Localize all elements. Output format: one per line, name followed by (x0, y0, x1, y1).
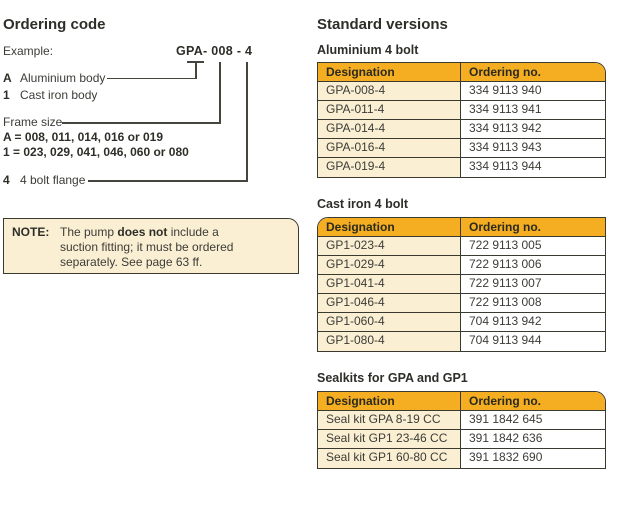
connector-hline-frame-size (62, 122, 221, 124)
table-cast-iron-4-bolt (317, 217, 606, 352)
ordering-no-cell: 334 9113 940 (461, 82, 605, 100)
connector-hline-flange (88, 180, 248, 182)
ordering-no-cell: 334 9113 941 (461, 101, 605, 119)
table-body (318, 82, 605, 177)
table-header-row (318, 63, 605, 82)
example-label: Example: (3, 44, 54, 58)
table-row (318, 313, 605, 332)
note-box (3, 218, 299, 274)
note-text (60, 225, 233, 271)
ordering-no-cell: 704 9113 944 (461, 332, 605, 351)
table-header-row (318, 392, 605, 411)
designation-cell: GPA-019-4 (318, 158, 461, 177)
flange-option-key: 4 (3, 173, 10, 187)
table-row (318, 158, 605, 177)
table-header-row (318, 218, 605, 237)
designation-cell: Seal kit GP1 23-46 CC (318, 430, 461, 448)
ordering-no-cell: 722 9113 006 (461, 256, 605, 274)
connector-hline-aluminium-body (107, 78, 197, 80)
flange-option (3, 173, 85, 187)
table-row (318, 332, 605, 351)
column-header-designation: Designation (318, 63, 461, 81)
column-header-ordering-no: Ordering no. (469, 65, 541, 79)
note-line-1 (60, 225, 233, 240)
example-code: GPA- 008 - 4 (176, 44, 253, 58)
table-row (318, 411, 605, 430)
body-option-key: A (3, 71, 12, 85)
table-aluminium-4-bolt (317, 62, 606, 178)
frame-size-option-1: 1 = 023, 029, 041, 046, 060 or 080 (3, 145, 189, 159)
designation-cell: GPA-016-4 (318, 139, 461, 157)
standard-versions-title: Standard versions (317, 16, 448, 33)
body-option-key: 1 (3, 88, 10, 102)
column-header-designation: Designation (318, 392, 461, 410)
table-subtitle-aluminium: Aluminium 4 bolt (317, 43, 419, 57)
designation-cell: Seal kit GPA 8-19 CC (318, 411, 461, 429)
table-body (318, 237, 605, 351)
frame-size-label: Frame size (3, 115, 63, 129)
note-label: NOTE: (12, 225, 50, 239)
table-row (318, 449, 605, 468)
designation-cell: GPA-011-4 (318, 101, 461, 119)
table-row (318, 256, 605, 275)
flange-option-label: 4 bolt flange (20, 173, 86, 187)
ordering-no-cell: 722 9113 007 (461, 275, 605, 293)
note-line-3: separately. See page 63 ff. (60, 255, 203, 270)
ordering-no-cell: 704 9113 942 (461, 313, 605, 331)
body-option-label: Cast iron body (20, 88, 98, 102)
designation-cell: GP1-041-4 (318, 275, 461, 293)
designation-cell: GP1-080-4 (318, 332, 461, 351)
connector-vline-frame-size (219, 62, 221, 123)
table-row (318, 139, 605, 158)
designation-cell: GPA-014-4 (318, 120, 461, 138)
table-row (318, 275, 605, 294)
designation-cell: Seal kit GP1 60-80 CC (318, 449, 461, 468)
table-row (318, 101, 605, 120)
designation-cell: GPA-008-4 (318, 82, 461, 100)
connector-vline-flange (246, 62, 248, 182)
frame-size-option-a: A = 008, 011, 014, 016 or 019 (3, 130, 164, 144)
column-header-ordering-no: Ordering no. (469, 394, 541, 408)
note-line-2: suction fitting; it must be ordered (60, 240, 234, 255)
ordering-no-cell: 722 9113 005 (461, 237, 605, 255)
table-subtitle-cast-iron: Cast iron 4 bolt (317, 197, 408, 211)
column-header-designation: Designation (318, 218, 461, 236)
connector-vline-gpa (195, 61, 197, 79)
ordering-no-cell: 391 1842 636 (461, 430, 605, 448)
table-sealkits (317, 391, 606, 469)
note-line1-pre: The pump (60, 225, 118, 239)
body-option-cast-iron (3, 88, 97, 102)
table-row (318, 237, 605, 256)
designation-cell: GP1-023-4 (318, 237, 461, 255)
table-row (318, 82, 605, 101)
table-subtitle-sealkits: Sealkits for GPA and GP1 (317, 371, 468, 385)
ordering-no-cell: 334 9113 943 (461, 139, 605, 157)
note-line1-bold: does not (117, 225, 168, 239)
ordering-code-title: Ordering code (3, 16, 106, 33)
designation-cell: GP1-046-4 (318, 294, 461, 312)
note-line1-post: include a (167, 225, 219, 239)
table-body (318, 411, 605, 468)
designation-cell: GP1-060-4 (318, 313, 461, 331)
column-header-ordering-no: Ordering no. (469, 220, 541, 234)
ordering-no-cell: 391 1842 645 (461, 411, 605, 429)
body-option-label: Aluminium body (20, 71, 106, 85)
table-row (318, 294, 605, 313)
ordering-no-cell: 391 1832 690 (461, 449, 605, 468)
designation-cell: GP1-029-4 (318, 256, 461, 274)
ordering-no-cell: 722 9113 008 (461, 294, 605, 312)
table-row (318, 120, 605, 139)
table-row (318, 430, 605, 449)
ordering-no-cell: 334 9113 942 (461, 120, 605, 138)
ordering-no-cell: 334 9113 944 (461, 158, 605, 177)
body-option-aluminium (3, 71, 105, 85)
